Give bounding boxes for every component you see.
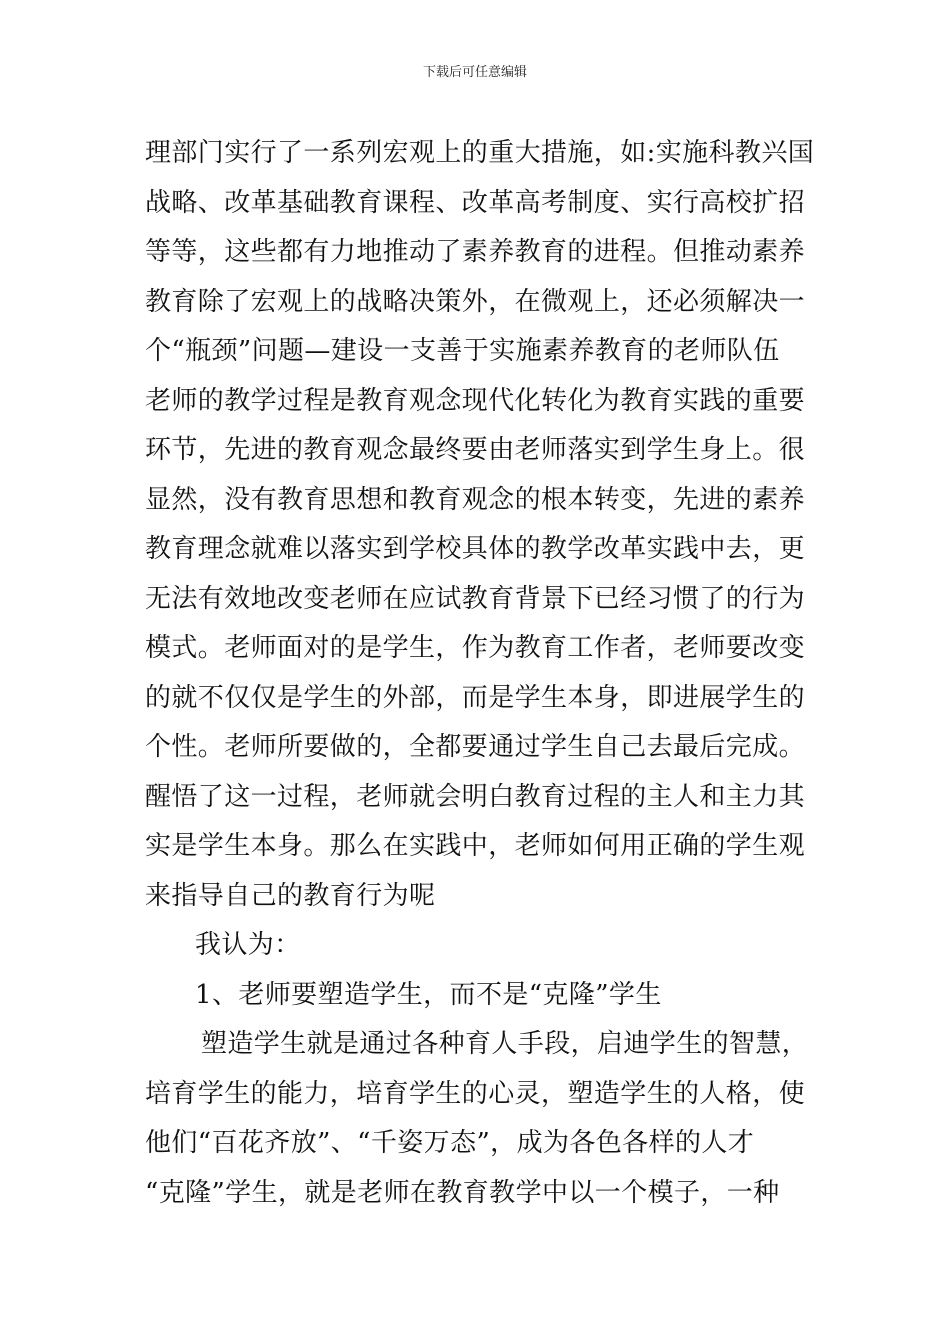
text-line: 来指导自己的教育行为呢 (145, 880, 436, 911)
text-line: 我认为： (195, 930, 301, 960)
page-header: 下载后可任意编辑 (422, 65, 527, 80)
text-line: 老师的教学过程是教育观念现代化转化为教育实践的重要 (145, 385, 806, 416)
section-heading: 1、老师要塑造学生，而不是“克隆”学生 (195, 979, 662, 1010)
text-line: “克隆”学生，就是老师在教育教学中以一个模子，一种 (145, 1177, 780, 1208)
text-line: 模式。老师面对的是学生，作为教育工作者，老师要改变 (145, 633, 806, 663)
text-line: 教育理念就难以落实到学校具体的教学改革实践中去，更 (145, 534, 806, 564)
text-line: 实是学生本身。那么在实践中，老师如何用正确的学生观 (145, 831, 806, 861)
text-line: 的就不仅仅是学生的外部，而是学生本身，即进展学生的 (145, 682, 806, 713)
text-line: 显然，没有教育思想和教育观念的根本转变，先进的素养 (145, 484, 806, 515)
text-line: 醒悟了这一过程，老师就会明白教育过程的主人和主力其 (145, 781, 806, 812)
text-line: 培育学生的能力，培育学生的心灵，塑造学生的人格，使 (145, 1078, 806, 1109)
text-line: 个“瓶颈”问题—建设一支善于实施素养教育的老师队伍 (145, 336, 780, 366)
text-line: 战略、改革基础教育课程、改革高考制度、实行高校扩招 (145, 187, 806, 218)
text-line: 他们“百花齐放”、“千姿万态”，成为各色各样的人才 (145, 1128, 755, 1158)
text-line: 教育除了宏观上的战略决策外，在微观上，还必须解决一 (145, 286, 806, 317)
text-line: 个性。老师所要做的，全都要通过学生自己去最后完成。 (145, 732, 806, 762)
text-line: 无法有效地改变老师在应试教育背景下已经习惯了的行为 (145, 583, 806, 614)
text-line: 理部门实行了一系列宏观上的重大措施，如:实施科教兴国 (145, 138, 815, 168)
text-line: 塑造学生就是通过各种育人手段，启迪学生的智慧， (201, 1029, 809, 1059)
text-line: 等等，这些都有力地推动了素养教育的进程。但推动素养 (145, 237, 806, 267)
document-body (145, 129, 825, 1218)
text-line: 环节，先进的教育观念最终要由老师落实到学生身上。很 (145, 435, 806, 465)
